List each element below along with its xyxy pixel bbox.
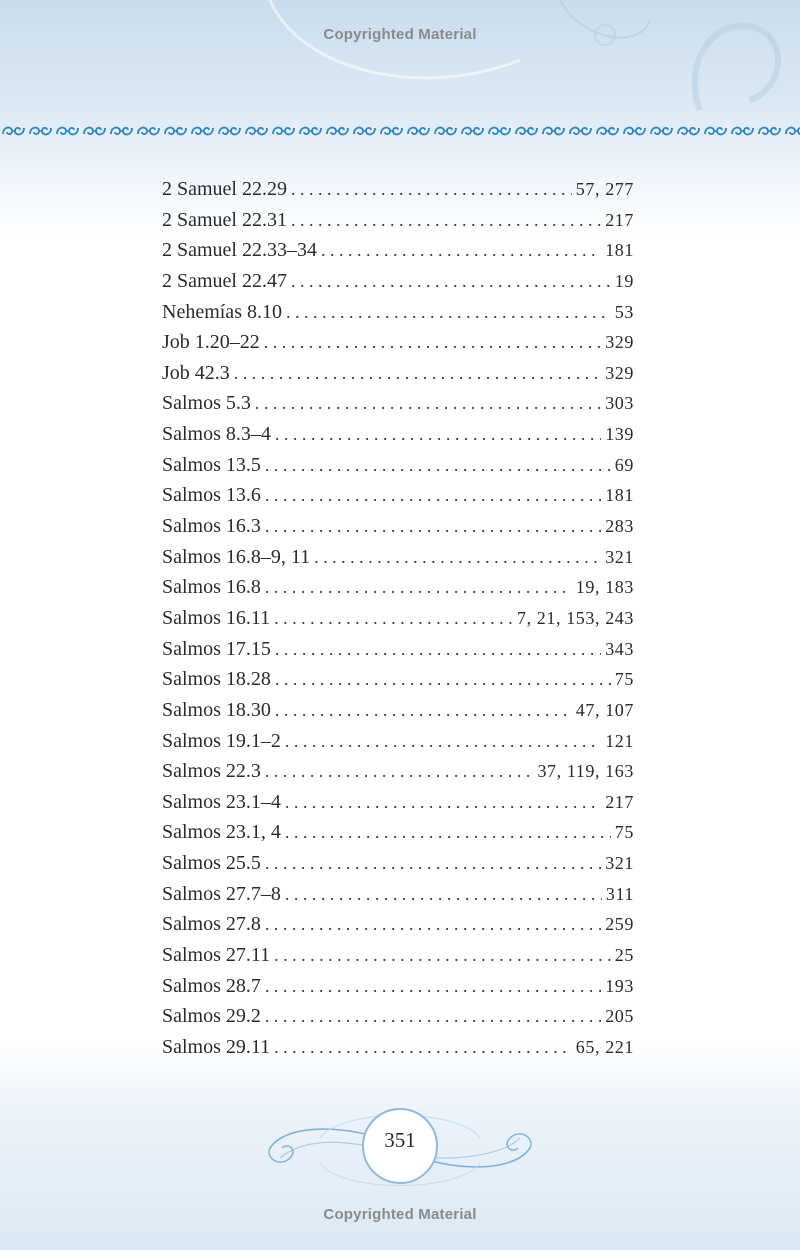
index-entry: [162, 756, 634, 787]
index-entry: [162, 848, 634, 879]
index-entry: [162, 511, 634, 542]
index-entry: [162, 909, 634, 940]
scripture-reference: Salmos 28.7: [162, 974, 261, 997]
page-references: 53: [614, 301, 634, 322]
index-entry: [162, 205, 634, 236]
page-references: 343: [605, 638, 634, 659]
index-entry: [162, 266, 634, 297]
copyright-watermark-bottom: Copyrighted Material: [323, 1206, 477, 1223]
dot-leader: [265, 1001, 601, 1032]
dot-leader: [265, 756, 534, 787]
page-references: 7, 21, 153, 243: [517, 607, 634, 628]
page-references: 37, 119, 163: [537, 761, 634, 782]
dot-leader: [265, 572, 572, 603]
page-references: 311: [605, 883, 634, 904]
ornamental-border: [0, 122, 800, 140]
index-entry: [162, 297, 634, 328]
dot-leader: [234, 358, 601, 389]
page-references: 69: [614, 454, 634, 475]
index-entry: [162, 572, 634, 603]
scripture-reference: Salmos 5.3: [162, 392, 251, 415]
scripture-reference: Salmos 8.3–4: [162, 423, 271, 446]
copyright-watermark-top: Copyrighted Material: [323, 26, 477, 43]
index-entry: [162, 664, 634, 695]
page-references: 329: [605, 332, 634, 353]
dot-leader: [285, 817, 611, 848]
dot-leader: [291, 174, 572, 205]
index-entry: [162, 358, 634, 389]
index-entry: [162, 940, 634, 971]
page-references: 181: [605, 485, 634, 506]
scripture-reference: Nehemías 8.10: [162, 300, 282, 323]
index-entry: [162, 419, 634, 450]
scripture-reference: Salmos 22.3: [162, 760, 261, 783]
dot-leader: [314, 542, 601, 573]
scripture-reference: 2 Samuel 22.33–34: [162, 239, 317, 262]
index-entry: [162, 1001, 634, 1032]
dot-leader: [275, 695, 572, 726]
page-references: 65, 221: [575, 1036, 634, 1057]
dot-leader: [274, 603, 513, 634]
index-entry: [162, 450, 634, 481]
scripture-reference: Salmos 16.11: [162, 606, 271, 629]
dot-leader: [285, 787, 601, 818]
page-references: 47, 107: [575, 699, 634, 720]
page-references: 193: [605, 975, 634, 996]
dot-leader: [275, 634, 601, 665]
index-entry: [162, 1032, 634, 1063]
scripture-reference: Salmos 29.2: [162, 1005, 261, 1028]
dot-leader: [265, 848, 601, 879]
index-entry: [162, 327, 634, 358]
index-entry: [162, 235, 634, 266]
dot-leader: [275, 664, 611, 695]
page-references: 217: [605, 791, 634, 812]
dot-leader: [285, 879, 602, 910]
dot-leader: [265, 450, 611, 481]
dot-leader: [286, 297, 611, 328]
header-swirl-decoration: [0, 0, 800, 120]
scripture-reference: Salmos 16.3: [162, 515, 261, 538]
index-entry: [162, 634, 634, 665]
scripture-reference: Salmos 25.5: [162, 852, 261, 875]
page-references: 75: [614, 669, 634, 690]
dot-leader: [255, 388, 601, 419]
dot-leader: [265, 971, 601, 1002]
index-entry: [162, 174, 634, 205]
dot-leader: [265, 511, 601, 542]
scripture-reference: Salmos 16.8–9, 11: [162, 545, 311, 568]
scripture-reference: Salmos 18.30: [162, 698, 271, 721]
scripture-reference: Salmos 18.28: [162, 668, 271, 691]
dot-leader: [265, 909, 601, 940]
scripture-reference: 2 Samuel 22.29: [162, 178, 287, 200]
page-references: 259: [605, 914, 634, 935]
scripture-index-list: [162, 174, 634, 1063]
dot-leader: [321, 235, 601, 266]
page-references: 181: [605, 240, 634, 261]
page-references: 19, 183: [575, 577, 634, 598]
scripture-reference: Salmos 19.1–2: [162, 729, 281, 752]
scripture-reference: Salmos 16.8: [162, 576, 261, 599]
index-entry: [162, 603, 634, 634]
scripture-reference: Salmos 29.11: [162, 1035, 271, 1058]
scripture-reference: Salmos 17.15: [162, 637, 271, 660]
scripture-reference: Salmos 23.1–4: [162, 790, 281, 813]
scripture-reference: 2 Samuel 22.47: [162, 269, 287, 292]
index-entry: [162, 542, 634, 573]
scripture-reference: Salmos 13.5: [162, 453, 261, 476]
page-references: 329: [605, 362, 634, 383]
scripture-reference: Salmos 27.7–8: [162, 882, 281, 905]
dot-leader: [285, 726, 601, 757]
index-entry: [162, 971, 634, 1002]
page-references: 75: [614, 822, 634, 843]
scripture-reference: Salmos 13.6: [162, 484, 261, 507]
page-references: 321: [605, 546, 634, 567]
index-entry: [162, 480, 634, 511]
scripture-reference: Salmos 27.8: [162, 913, 261, 936]
scripture-reference: Salmos 23.1, 4: [162, 821, 281, 844]
page-references: 139: [605, 424, 634, 445]
page-references: 19: [614, 270, 634, 291]
dot-leader: [275, 419, 601, 450]
page-references: 303: [605, 393, 634, 414]
page-number: 351: [384, 1128, 416, 1152]
dot-leader: [264, 327, 601, 358]
page-references: 283: [605, 516, 634, 537]
index-entry: [162, 726, 634, 757]
dot-leader: [274, 940, 611, 971]
page-references: 57, 277: [575, 179, 634, 199]
dot-leader: [291, 266, 611, 297]
dot-leader: [291, 205, 601, 236]
scripture-reference: Job 1.20–22: [162, 331, 260, 354]
page-references: 217: [605, 209, 634, 230]
index-entry: [162, 695, 634, 726]
page-references: 205: [605, 1006, 634, 1027]
scripture-reference: Job 42.3: [162, 361, 230, 384]
index-entry: [162, 879, 634, 910]
index-entry: [162, 817, 634, 848]
scripture-reference: 2 Samuel 22.31: [162, 208, 287, 231]
dot-leader: [274, 1032, 572, 1063]
page-references: 25: [614, 945, 634, 966]
index-entry: [162, 787, 634, 818]
page-references: 121: [605, 730, 634, 751]
scripture-reference: Salmos 27.11: [162, 944, 271, 967]
index-entry: [162, 388, 634, 419]
dot-leader: [265, 480, 601, 511]
page-references: 321: [605, 853, 634, 874]
